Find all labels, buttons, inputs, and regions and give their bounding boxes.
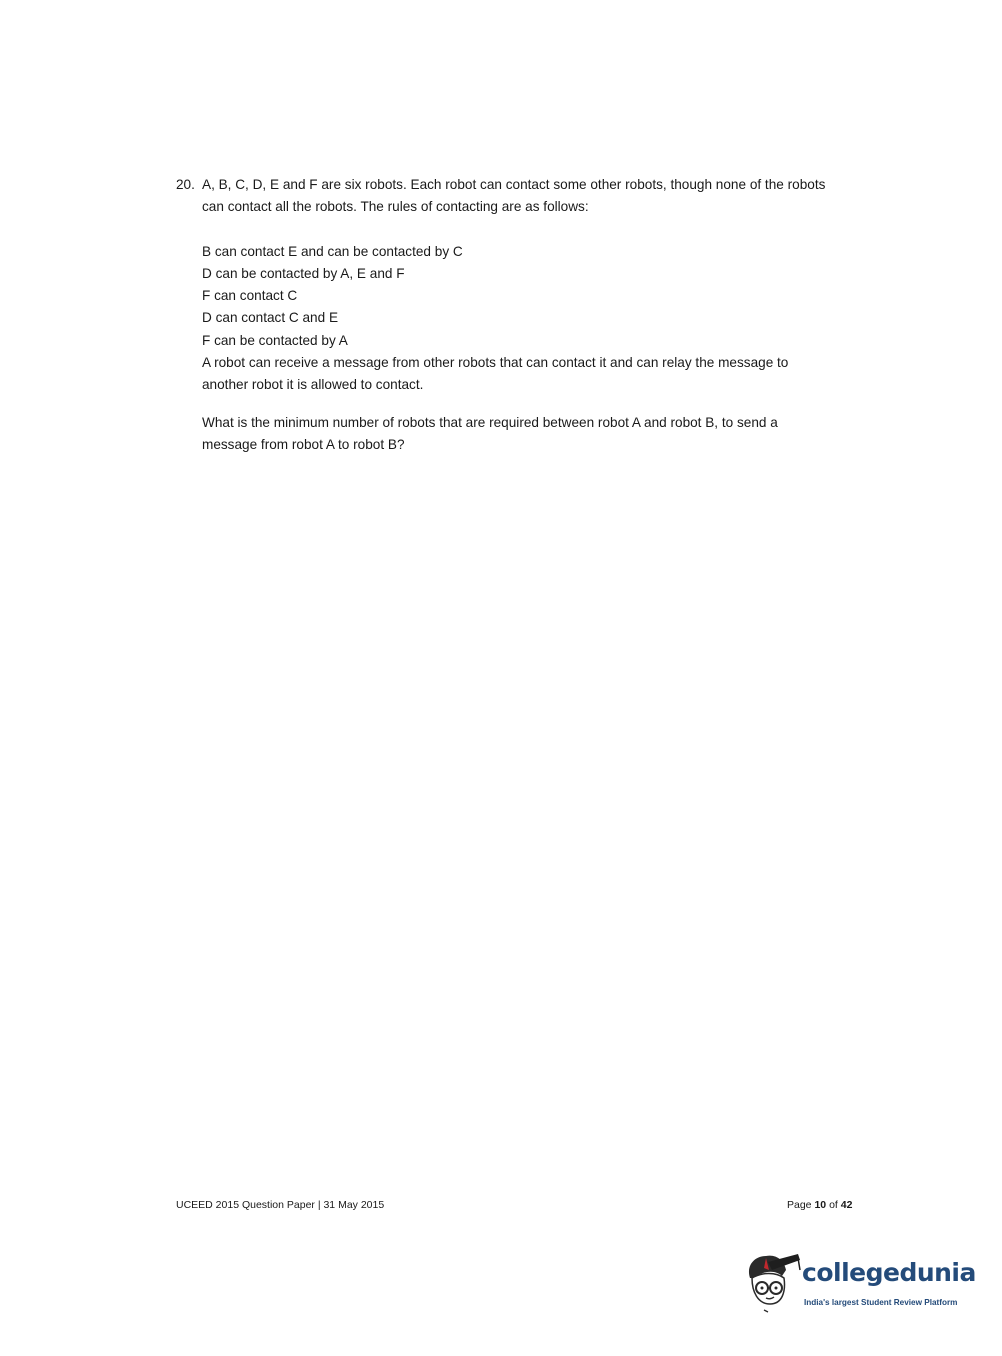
- brand-tagline: India's largest Student Review Platform: [804, 1298, 958, 1307]
- page-prefix: Page: [787, 1199, 812, 1211]
- footer-page-number: [787, 1199, 852, 1211]
- brand-name: collegedunia: [802, 1258, 976, 1287]
- rule-item: D can be contacted by A, E and F: [202, 265, 405, 281]
- page-total: 42: [840, 1199, 853, 1211]
- page-current: 10: [814, 1199, 827, 1211]
- page-of: of: [829, 1199, 838, 1211]
- rule-item: D can contact C and E: [202, 310, 339, 326]
- question-body: [202, 241, 836, 457]
- question-20: [176, 174, 836, 456]
- collegedunia-logo: [742, 1248, 976, 1320]
- rules-list: [202, 241, 836, 397]
- question-ask: What is the minimum number of robots that are required between robot A and robot B, to send a message from robot A to robot B?: [202, 414, 778, 452]
- question-intro: A, B, C, D, E and F are six robots. Each robot can contact some other robots, though none of the robots can contact all the robots. The rules of contacting are as follows:: [202, 177, 826, 215]
- question-header: [176, 174, 836, 219]
- footer-paper-info: UCEED 2015 Question Paper | 31 May 2015: [176, 1199, 385, 1211]
- rule-item: F can contact C: [202, 288, 298, 304]
- question-number: 20.: [176, 177, 195, 192]
- relay-rule: A robot can receive a message from other robots that can contact it and can relay the message to another robot it is allowed to contact.: [202, 355, 789, 393]
- rule-item: B can contact E and can be contacted by C: [202, 243, 463, 259]
- student-mascot-icon: [742, 1248, 802, 1320]
- rule-item: F can be contacted by A: [202, 332, 348, 348]
